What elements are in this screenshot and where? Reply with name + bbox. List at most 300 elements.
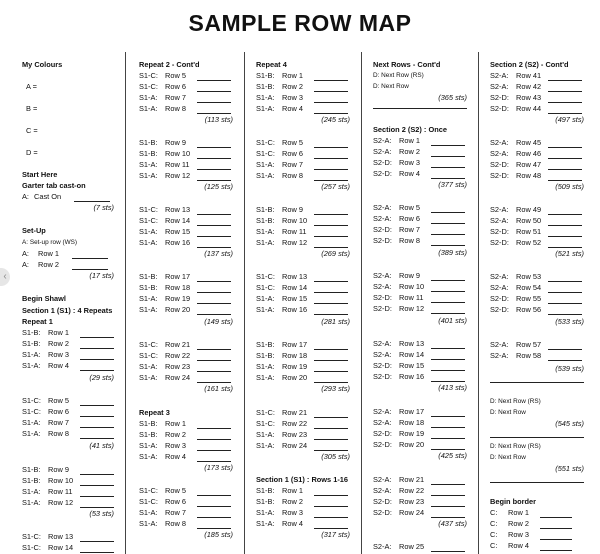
row-number: Row 4 [282,104,303,113]
row-section-label: S2-D: [373,225,392,234]
row-number: Row 55 [516,294,542,303]
write-in-line[interactable] [431,509,465,518]
write-in-line[interactable] [314,409,348,418]
row-number: Row 17 [399,407,425,416]
colour-entry [22,82,114,92]
row-section-label: S1-A: [256,227,275,236]
stitch-count: (185 sts) [204,530,233,539]
row-number: Row 2 [48,339,69,348]
write-in-line[interactable] [431,362,465,371]
row-section-label: S2-D: [373,293,392,302]
write-in-line[interactable] [314,72,348,81]
write-in-line[interactable] [431,498,465,507]
row-number: Row 14 [48,543,74,552]
write-in-line[interactable] [80,408,114,417]
write-in-line[interactable] [548,352,582,361]
write-in-line[interactable] [314,273,348,282]
row-number: Row 8 [399,236,420,245]
row-entry [256,441,350,451]
write-in-line[interactable] [431,487,465,496]
write-in-line[interactable] [548,295,582,304]
write-in-line[interactable] [431,159,465,168]
row-entry [256,171,350,181]
row-entry [139,508,233,518]
row-section-label: S1-B: [139,419,158,428]
write-in-line[interactable] [314,509,348,518]
row-number: Row 20 [399,440,425,449]
write-in-line[interactable] [80,466,114,475]
write-in-line[interactable] [548,341,582,350]
write-in-line[interactable] [548,72,582,81]
row-section-label: S2-A: [490,216,509,225]
write-in-line[interactable] [314,341,348,350]
row-section-label: S1-C: [139,351,158,360]
write-in-line[interactable] [197,72,231,81]
colour-label: A = [26,82,37,91]
row-number: Row 4 [508,541,529,550]
write-in-line[interactable] [314,498,348,507]
row-entry [490,160,584,170]
write-in-line[interactable] [490,482,584,483]
row-entry [373,350,467,360]
row-entry [490,340,584,350]
row-section-label: S1-A: [256,294,275,303]
write-in-line[interactable] [197,295,231,304]
write-in-line[interactable] [314,431,348,440]
write-in-line[interactable] [314,105,348,114]
row-number: Row 4 [399,169,420,178]
row-entry [373,440,467,450]
write-in-line[interactable] [431,226,465,235]
row-section-label: A: [22,192,29,201]
write-in-line[interactable] [197,172,231,181]
page-title: SAMPLE ROW MAP [188,10,412,36]
row-section-label: S1-A: [22,361,41,370]
write-in-line[interactable] [314,520,348,529]
row-entry [373,214,467,224]
write-in-line[interactable] [548,83,582,92]
stitch-count: (497 sts) [555,115,584,124]
write-in-line[interactable] [314,206,348,215]
row-entry [139,351,233,361]
row-number: Row 6 [165,82,186,91]
write-in-line[interactable] [80,362,114,371]
write-in-line[interactable] [197,374,231,383]
row-entry [373,486,467,496]
row-entry [22,350,114,360]
colour-label: C = [26,126,38,135]
write-in-line[interactable] [431,237,465,246]
write-in-line[interactable] [197,150,231,159]
row-section-label: S1-A: [139,227,158,236]
row-section-label: S1-A: [139,171,158,180]
row-section-label: S2-D: [490,238,509,247]
write-in-line[interactable] [431,215,465,224]
write-in-line[interactable] [197,284,231,293]
write-in-line[interactable] [431,340,465,349]
row-entry [139,216,233,226]
row-entry [373,361,467,371]
write-in-line[interactable] [197,341,231,350]
row-section-label: S1-A: [22,487,41,496]
row-section-label: C: [490,508,498,517]
instruction-text: D: Next Row [490,454,526,461]
write-in-line[interactable] [431,137,465,146]
write-in-line[interactable] [548,172,582,181]
write-in-line[interactable] [548,161,582,170]
write-in-line[interactable] [431,419,465,428]
section-heading: Begin border [490,497,536,506]
write-in-line[interactable] [197,363,231,372]
row-section-label: S1-A: [139,305,158,314]
row-section-label: S1-B: [22,465,41,474]
row-entry [256,519,350,529]
write-in-line[interactable] [314,228,348,237]
row-section-label: S2-A: [373,271,392,280]
write-in-line[interactable] [431,351,465,360]
row-number: Row 3 [508,530,529,539]
write-in-line[interactable] [431,476,465,485]
write-in-line[interactable] [548,105,582,114]
write-in-line[interactable] [314,442,348,451]
write-in-line[interactable] [197,161,231,170]
row-section-label: S2-D: [490,160,509,169]
write-in-line[interactable] [314,487,348,496]
row-number: Row 3 [165,441,186,450]
row-entry [490,294,584,304]
row-number: Row 14 [165,216,191,225]
row-section-label: S1-C: [139,216,158,225]
section-heading: Repeat 4 [256,60,287,69]
write-in-line[interactable] [431,373,465,382]
row-entry [139,171,233,181]
colour-entry [22,104,114,114]
row-number: Row 45 [516,138,542,147]
write-in-line[interactable] [314,217,348,226]
row-entry [139,93,233,103]
write-in-line[interactable] [314,374,348,383]
row-entry [22,532,114,542]
row-entry [490,519,584,529]
row-number: Row 19 [399,429,425,438]
row-section-label: S2-A: [373,407,392,416]
chevron-left-icon[interactable]: ‹ [0,268,10,286]
write-in-line[interactable] [197,83,231,92]
row-section-label: S2-D: [373,361,392,370]
write-in-line[interactable] [431,272,465,281]
row-number: Row 1 [38,249,59,258]
row-section-label: S2-D: [490,171,509,180]
stitch-count: (389 sts) [438,248,467,257]
row-entry [22,328,114,338]
row-section-label: S2-A: [373,418,392,427]
row-entry [139,373,233,383]
row-number: Row 1 [399,136,420,145]
row-section-label: S1-C: [256,419,275,428]
row-section-label: S1-B: [22,328,41,337]
write-in-line[interactable] [314,239,348,248]
row-entry [256,362,350,372]
row-section-label: S1-B: [139,138,158,147]
row-section-label: S1-C: [139,82,158,91]
write-in-line[interactable] [197,352,231,361]
row-entry [490,238,584,248]
row-section-label: S1-A: [139,373,158,382]
write-in-line[interactable] [80,340,114,349]
row-number: Row 44 [516,104,542,113]
row-number: Row 52 [516,238,542,247]
column-divider [478,52,479,554]
row-number: Row 13 [282,272,308,281]
row-entry [139,441,233,451]
write-in-line[interactable] [197,228,231,237]
write-in-line[interactable] [548,228,582,237]
row-number: Row 56 [516,305,542,314]
row-number: Row 1 [282,486,303,495]
stitch-count: (539 sts) [555,364,584,373]
row-entry [139,272,233,282]
write-in-line[interactable] [80,430,114,439]
colour-entry [22,126,114,136]
write-in-line[interactable] [80,351,114,360]
row-number: Row 49 [516,205,542,214]
write-in-line[interactable] [197,487,231,496]
write-in-line[interactable] [431,408,465,417]
row-number: Row 16 [165,238,191,247]
row-entry [22,418,114,428]
stitch-count: (7 sts) [93,203,114,212]
write-in-line[interactable] [548,206,582,215]
stitch-count: (161 sts) [204,384,233,393]
write-in-line[interactable] [431,441,465,450]
row-number: Row 5 [165,486,186,495]
write-in-line[interactable] [197,498,231,507]
write-in-line[interactable] [431,148,465,157]
write-in-line[interactable] [314,306,348,315]
row-number: Row 53 [516,272,542,281]
write-in-line[interactable] [314,83,348,92]
row-entry [256,104,350,114]
row-number: Row 12 [399,304,425,313]
column-4 [373,52,467,554]
write-in-line[interactable] [540,531,572,540]
row-section-label: S2-D: [373,440,392,449]
column-2 [139,52,233,554]
row-entry [22,487,114,497]
row-number: Row 22 [282,419,308,428]
row-section-label: S2-A: [490,149,509,158]
row-number: Row 9 [48,465,69,474]
row-section-label: S2-D: [373,236,392,245]
write-in-line[interactable] [197,217,231,226]
write-in-line[interactable] [80,397,114,406]
row-entry [22,396,114,406]
write-in-line[interactable] [490,382,584,383]
row-number: Row 18 [399,418,425,427]
row-number: Row 9 [399,271,420,280]
row-entry [373,372,467,382]
write-in-line[interactable] [74,193,110,202]
row-entry [373,497,467,507]
write-in-line[interactable] [197,431,231,440]
write-in-line[interactable] [548,239,582,248]
write-in-line[interactable] [197,273,231,282]
row-number: Row 4 [165,452,186,461]
row-entry [490,82,584,92]
row-section-label: S1-A: [22,498,41,507]
row-entry [490,305,584,315]
write-in-line[interactable] [540,509,572,518]
write-in-line[interactable] [72,250,108,259]
row-number: Row 14 [282,283,308,292]
write-in-line[interactable] [314,284,348,293]
row-entry [490,71,584,81]
write-in-line[interactable] [548,284,582,293]
row-entry [256,272,350,282]
row-section-label: S2-A: [373,350,392,359]
row-entry [490,508,584,518]
write-in-line[interactable] [197,453,231,462]
column-1 [22,52,114,554]
row-section-label: S1-B: [256,351,275,360]
row-entry [373,293,467,303]
row-number: Row 13 [399,339,425,348]
write-in-line[interactable] [80,544,114,553]
stitch-count: (317 sts) [321,530,350,539]
row-section-label: S1-B: [22,476,41,485]
row-entry [256,508,350,518]
write-in-line[interactable] [197,139,231,148]
write-in-line[interactable] [197,306,231,315]
row-section-label: S1-C: [256,408,275,417]
row-entry [256,430,350,440]
row-entry [256,149,350,159]
row-entry [256,497,350,507]
instruction-text: A: Set-up row (WS) [22,239,78,246]
row-entry [22,429,114,439]
row-section-label: S1-C: [139,497,158,506]
row-number: Row 7 [165,93,186,102]
write-in-line[interactable] [431,543,465,552]
section-heading: Section 2 (S2) : Once [373,125,447,134]
write-in-line[interactable] [197,520,231,529]
write-in-line[interactable] [540,542,572,551]
write-in-line[interactable] [314,295,348,304]
write-in-line[interactable] [431,170,465,179]
row-section-label: S1-C: [256,149,275,158]
row-section-label: S1-C: [22,532,41,541]
write-in-line[interactable] [373,108,467,109]
row-number: Row 41 [516,71,542,80]
write-in-line[interactable] [548,94,582,103]
row-entry [373,339,467,349]
write-in-line[interactable] [314,352,348,361]
row-entry [139,138,233,148]
write-in-line[interactable] [431,283,465,292]
stitch-count: (149 sts) [204,317,233,326]
row-number: Row 24 [399,508,425,517]
section-heading: Set-Up [22,226,46,235]
row-section-label: S1-A: [22,350,41,359]
write-in-line[interactable] [431,305,465,314]
row-entry [139,305,233,315]
row-number: Row 2 [399,147,420,156]
write-in-line[interactable] [431,204,465,213]
write-in-line[interactable] [80,499,114,508]
write-in-line[interactable] [80,477,114,486]
colour-label: D = [26,148,38,157]
column-divider [125,52,126,554]
write-in-line[interactable] [314,363,348,372]
write-in-line[interactable] [314,150,348,159]
write-in-line[interactable] [314,139,348,148]
row-entry [256,294,350,304]
write-in-line[interactable] [314,420,348,429]
write-in-line[interactable] [80,419,114,428]
write-in-line[interactable] [80,533,114,542]
write-in-line[interactable] [314,94,348,103]
write-in-line[interactable] [197,239,231,248]
row-entry [256,160,350,170]
row-entry [22,543,114,553]
row-section-label: S2-D: [373,372,392,381]
row-number: Row 5 [165,71,186,80]
write-in-line[interactable] [197,420,231,429]
write-in-line[interactable] [314,172,348,181]
write-in-line[interactable] [197,509,231,518]
row-number: Row 14 [399,350,425,359]
write-in-line[interactable] [548,217,582,226]
row-entry [256,93,350,103]
write-in-line[interactable] [314,161,348,170]
section-heading: Begin Shawl [22,294,66,303]
row-section-label: S1-C: [139,340,158,349]
row-entry [139,486,233,496]
write-in-line[interactable] [72,261,108,270]
write-in-line[interactable] [80,329,114,338]
write-in-line[interactable] [80,488,114,497]
cast-on-entry [22,192,114,202]
row-number: Row 12 [165,171,191,180]
write-in-line[interactable] [548,306,582,315]
row-entry [490,272,584,282]
write-in-line[interactable] [548,273,582,282]
row-number: Row 3 [282,508,303,517]
row-entry [139,283,233,293]
write-in-line[interactable] [548,139,582,148]
row-entry [256,216,350,226]
write-in-line[interactable] [197,442,231,451]
write-in-line[interactable] [197,105,231,114]
write-in-line[interactable] [431,430,465,439]
write-in-line[interactable] [431,294,465,303]
stitch-count: (533 sts) [555,317,584,326]
write-in-line[interactable] [540,520,572,529]
write-in-line[interactable] [548,150,582,159]
row-section-label: S1-A: [256,508,275,517]
row-entry [139,227,233,237]
row-number: Row 10 [165,149,191,158]
row-entry [373,475,467,485]
row-entry [373,236,467,246]
write-in-line[interactable] [197,206,231,215]
stitch-count: (551 sts) [555,464,584,473]
write-in-line[interactable] [197,94,231,103]
section-heading: Garter tab cast-on [22,181,86,190]
write-in-line[interactable] [490,437,584,438]
row-number: Row 13 [48,532,74,541]
row-number: Row 8 [165,104,186,113]
